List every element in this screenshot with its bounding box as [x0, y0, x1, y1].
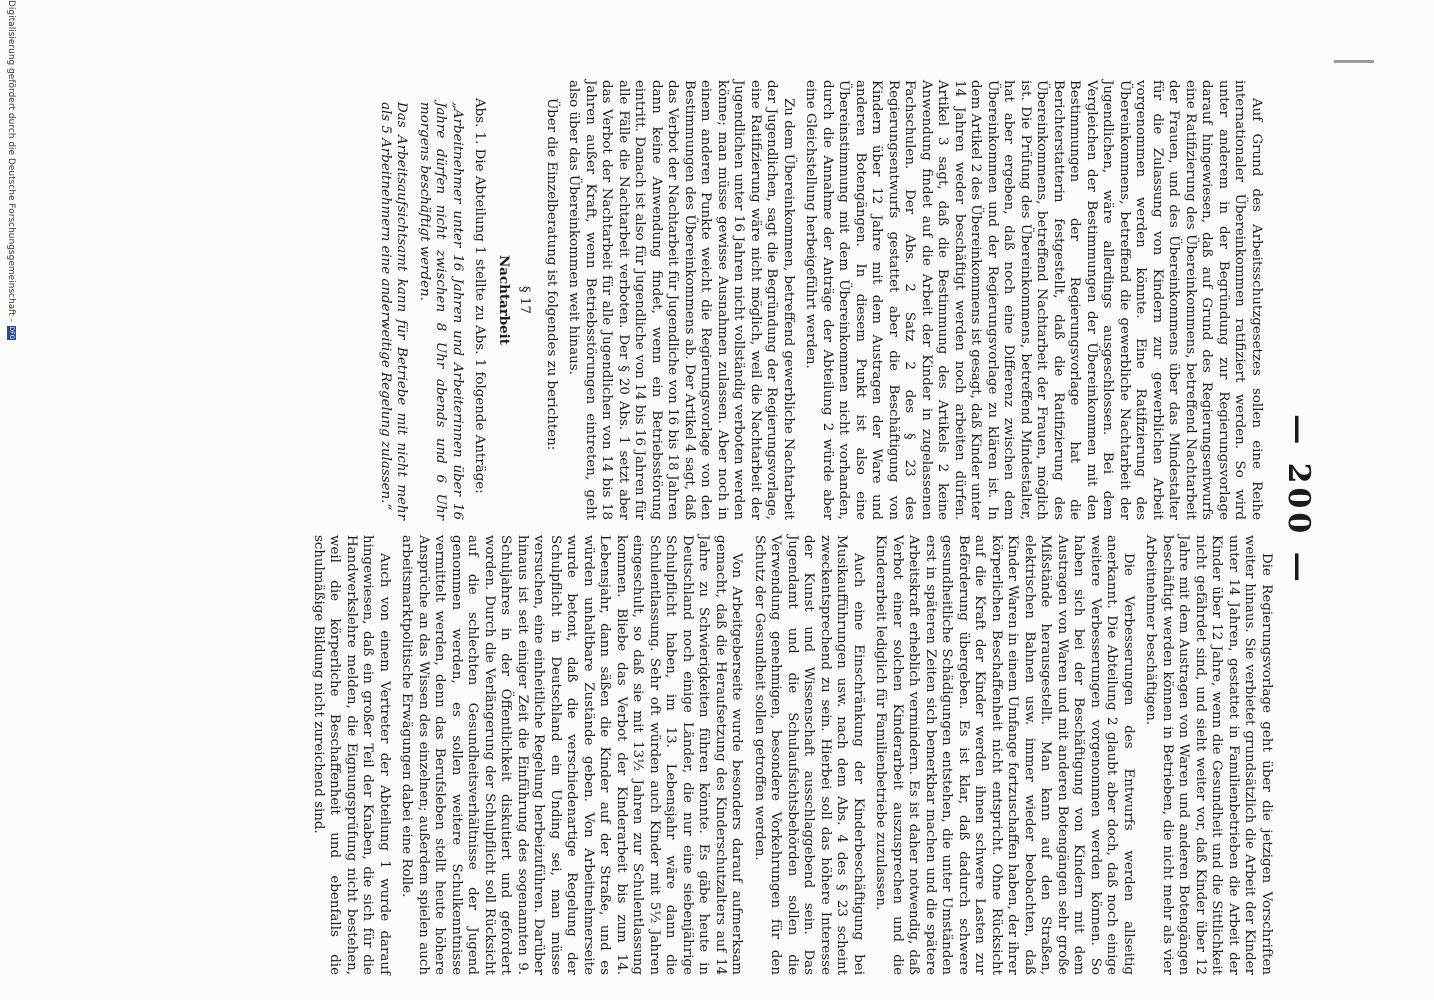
- paragraph: Zu dem Übereinkommen, betreffend gewerbliche Nachtarbeit der Jugendlichen, sagt die Begründung der Regierungsvorlage, eine Ratifizierung wäre nicht möglich, weil die Nachtarbeit der Jugendlichen unter 16 Jahren nicht vollständig verboten werden könne; man müsse gewisse Ausnahmen zulassen. Aber noch in einem anderen Punkte weicht die Regierungsvorlage von den Bestimmungen des Übereinkommens ab. Der Artikel 4 sagt, daß das Verbot der Nachtarbeit für Jugendliche von 16 bis 18 Jahren dann keine Anwendung findet, wenn ein Betriebsstörung eintritt. Danach ist also für Jugendliche von 14 bis 16 Jahren für alle Fälle die Nachtarbeit verboten. Der § 20 Abs. 1 setzt aber das Verbot der Nachtarbeit für alle Jugendlichen von 14 bis 18 Jahren außer Kraft, wenn Betriebsstörungen eintreten, geht also über das Übereinkommen weit hinaus.: [566, 80, 796, 520]
- paragraph: Auch eine Einschränkung der Kinderbeschäftigung bei Musikaufführungen usw. nach dem Abs. 4 des § 23 scheint zweckentsprechend zu sein. Hierbei soll das höhere Interesse der Kunst und Wissenschaft ausschlaggebend sein. Das Jugendamt und die Schulaufsichtsbehörden sollen die Verwendung genehmigen, besondere Vorkehrungen für den Schutz der Gesundheit sollen getroffen werden.: [752, 535, 866, 975]
- section-title: Nachtarbeit: [496, 255, 512, 345]
- dfg-logo: DFG: [8, 326, 15, 340]
- paragraph: Von Arbeitgeberseite wurde besonders darauf aufmerksam gemacht, daß die Heraufsetzung des Kinderschutzalters auf 14 Jahre zu Schwierigkeiten führen könnte. Es gäbe heute in Deutschland noch einige Länder, die nur eine siebenjährige Schulpflicht haben, im 13. Lebensjahr wäre dann die Schulentlassung. Sehr oft würden auch Kinder mit 5½ Jahren eingeschult, so daß sie mit 13½ Jahren zur Schulentlassung kommen. Bliebe das Verbot der Kinderarbeit bis zum 14. Lebensjahr, dann säßen die Kinder auf der Straße, und es würden unhaltbare Zustände geben. Von Arbeitnehmerseite wurde betont, daß die verschiedenartige Regelung der Schulpflicht in Deutschland ein Unding sei, man müsse versuchen, eine einheitliche Regelung herbeizuführen. Darüber hinaus ist seit einiger Zeit die Einführung des sogenannten 9. Schuljahres in der Öffentlichkeit diskutiert und gefordert worden. Durch die Verlängerung der Schulpflicht soll Rücksicht auf die schlechten Gesundheitsverhältnisse der Jugend genommen werden, es sollen weitere Schulkenntnisse vermittelt werden, denn das Berufsleben stellt heute höhere Ansprüche an das Wissen des einzelnen; außerdem spielen auch arbeitsmarktpolitische Erwägungen dabei eine Rolle.: [399, 535, 745, 975]
- paragraph: Die Verbesserungen des Entwurfs werden allseitig anerkannt. Die Abteilung 2 glaubt aber doch, daß noch einige weitere Verbesserungen vorgenommen werden können. So haben sich bei der Beschäftigung von Kindern mit dem Austragen von Waren und mit anderen Botengängen sehr große Mißstände herausgestellt. Man kann auf den Straßen, elektrischen Bahnen usw. immer wieder beobachten, daß Kinder Waren in einem Umfange fortzuschaffen haben, der ihrer körperlichen Beschaffenheit nicht entspricht. Ohne Rücksicht auf die Kraft der Kinder werden ihnen schwere Lasten zur Beförderung übergeben. Es ist klar, daß dadurch schwere gesundheitliche Schädigungen entstehen, die unter Umständen erst in späteren Zeiten sich bemerkbar machen und die spätere Arbeitskraft erheblich vermindern. Es ist daher notwendig, daß Verbot einer solchen Kinderarbeit auszusprechen und die Kinderarbeit lediglich für Familienbetriebe zuzulassen.: [873, 535, 1136, 975]
- paragraph: Auf Grund des Arbeitsschutzgesetzes sollen eine Reihe internationaler Übereinkommen ratifiziert werden. So wird unter anderem in der Begründung zur Regierungsvorlage darauf hingewiesen, daß auf Grund des Regierungsentwurfs eine Ratifizierung des Übereinkommens, betreffend Nachtarbeit der Frauen, und des Übereinkommens über das Mindestalter für die Zulassung von Kindern zur gewerblichen Arbeit vorgenommen werden könnte. Eine Ratifizierung des Übereinkommens, betreffend die gewerbliche Nachtarbeit der Jugendlichen, wäre allerdings ausgeschlossen. Bei dem Vergleichen der Bestimmungen der Übereinkommen mit den Bestimmungen der Regierungsvorlage hat die Berichterstatterin festgestellt, daß die Ratifizierung des Übereinkommens, betreffend Nachtarbeit der Frauen, möglich ist. Die Prüfung des Übereinkommens, betreffend Mindestalter, hat aber ergeben, daß noch eine Differenz zwischen dem Übereinkommen und der Regierungsvorlage zu klären ist. In dem Artikel 2 des Übereinkommens ist gesagt, daß Kinder unter 14 Jahren weder beschäftigt werden noch arbeiten dürfen. Artikel 3 sagt, daß die Bestimmung des Artikels 2 keine Anwendung findet auf die Arbeit der Kinder in zugelassenen Fachschulen. Der Abs. 2 Satz 2 des § 23 des Regierungsentwurfs gestattet aber die Beschäftigung von Kindern über 12 Jahre mit dem Austragen der Ware und anderen Botengängen. In diesem Punkt ist also eine Übereinstimmung mit dem Übereinkommen nicht vorhanden, durch die Annahme der Anträge der Abteilung 2 würde aber eine Gleichstellung herbeigeführt werden.: [803, 80, 1264, 520]
- attribution-text: Digitalisierung gefördert durch die Deutsche Forschungsgemeinschaft -: [6, 0, 16, 322]
- scan-edge-mark: [1334, 60, 1374, 63]
- quoted-motion: Das Arbeitsaufsichtsamt kann für Betriebe mit nicht mehr als 5 Arbeitnehmern eine anderweitige Regelung zulassen.“: [378, 102, 410, 520]
- paragraph: Über die Einzelberatung ist folgendes zu berichten:: [544, 98, 559, 451]
- paragraph: Auch von einem Vertreter der Abteilung 1 wurde darauf hingewiesen, daß ein großer Teil der Knaben, die sich für die Handwerkslehre melden, die Eignungsprüfung nicht bestehen, weil die körperliche Beschaffenheit und ebenfalls die schulmäßige Bildung nicht zureichend sind.: [311, 535, 392, 975]
- paragraph: Die Regierungsvorlage geht über die jetzigen Vorschriften weiter hinaus. Sie verbietet grundsätzlich die Arbeit der Kinder unter 14 Jahren, gestattet in Familienbetrieben die Arbeit der Kinder über 12 Jahre, wenn die Gesundheit und die Sittlichkeit nicht gefährdet sind, und sieht weiter vor, daß Kinder über 12 Jahre mit dem Austragen von Waren und anderen Botengängen beschäftigt werden können in Betrieben, die nicht mehr als vier Arbeitnehmer beschäftigen.: [1143, 535, 1274, 975]
- paragraph: Abs. 1. Die Abteilung 1 stellte zu Abs. 1 folgende Anträge:: [472, 98, 488, 494]
- page-number: — 200 —: [1281, 414, 1316, 586]
- quoted-motion: „Arbeitnehmer unter 16 Jahren und Arbeiterinnen über 16 Jahre dürfen nicht zwischen 8 Uhr abends und 6 Uhr morgens beschäftigt werden.: [417, 102, 465, 520]
- text-column-left: [371, 80, 1265, 520]
- text-column-right: [304, 535, 1275, 975]
- digitization-attribution: [6, 0, 16, 1000]
- section-number: § 17: [517, 286, 533, 314]
